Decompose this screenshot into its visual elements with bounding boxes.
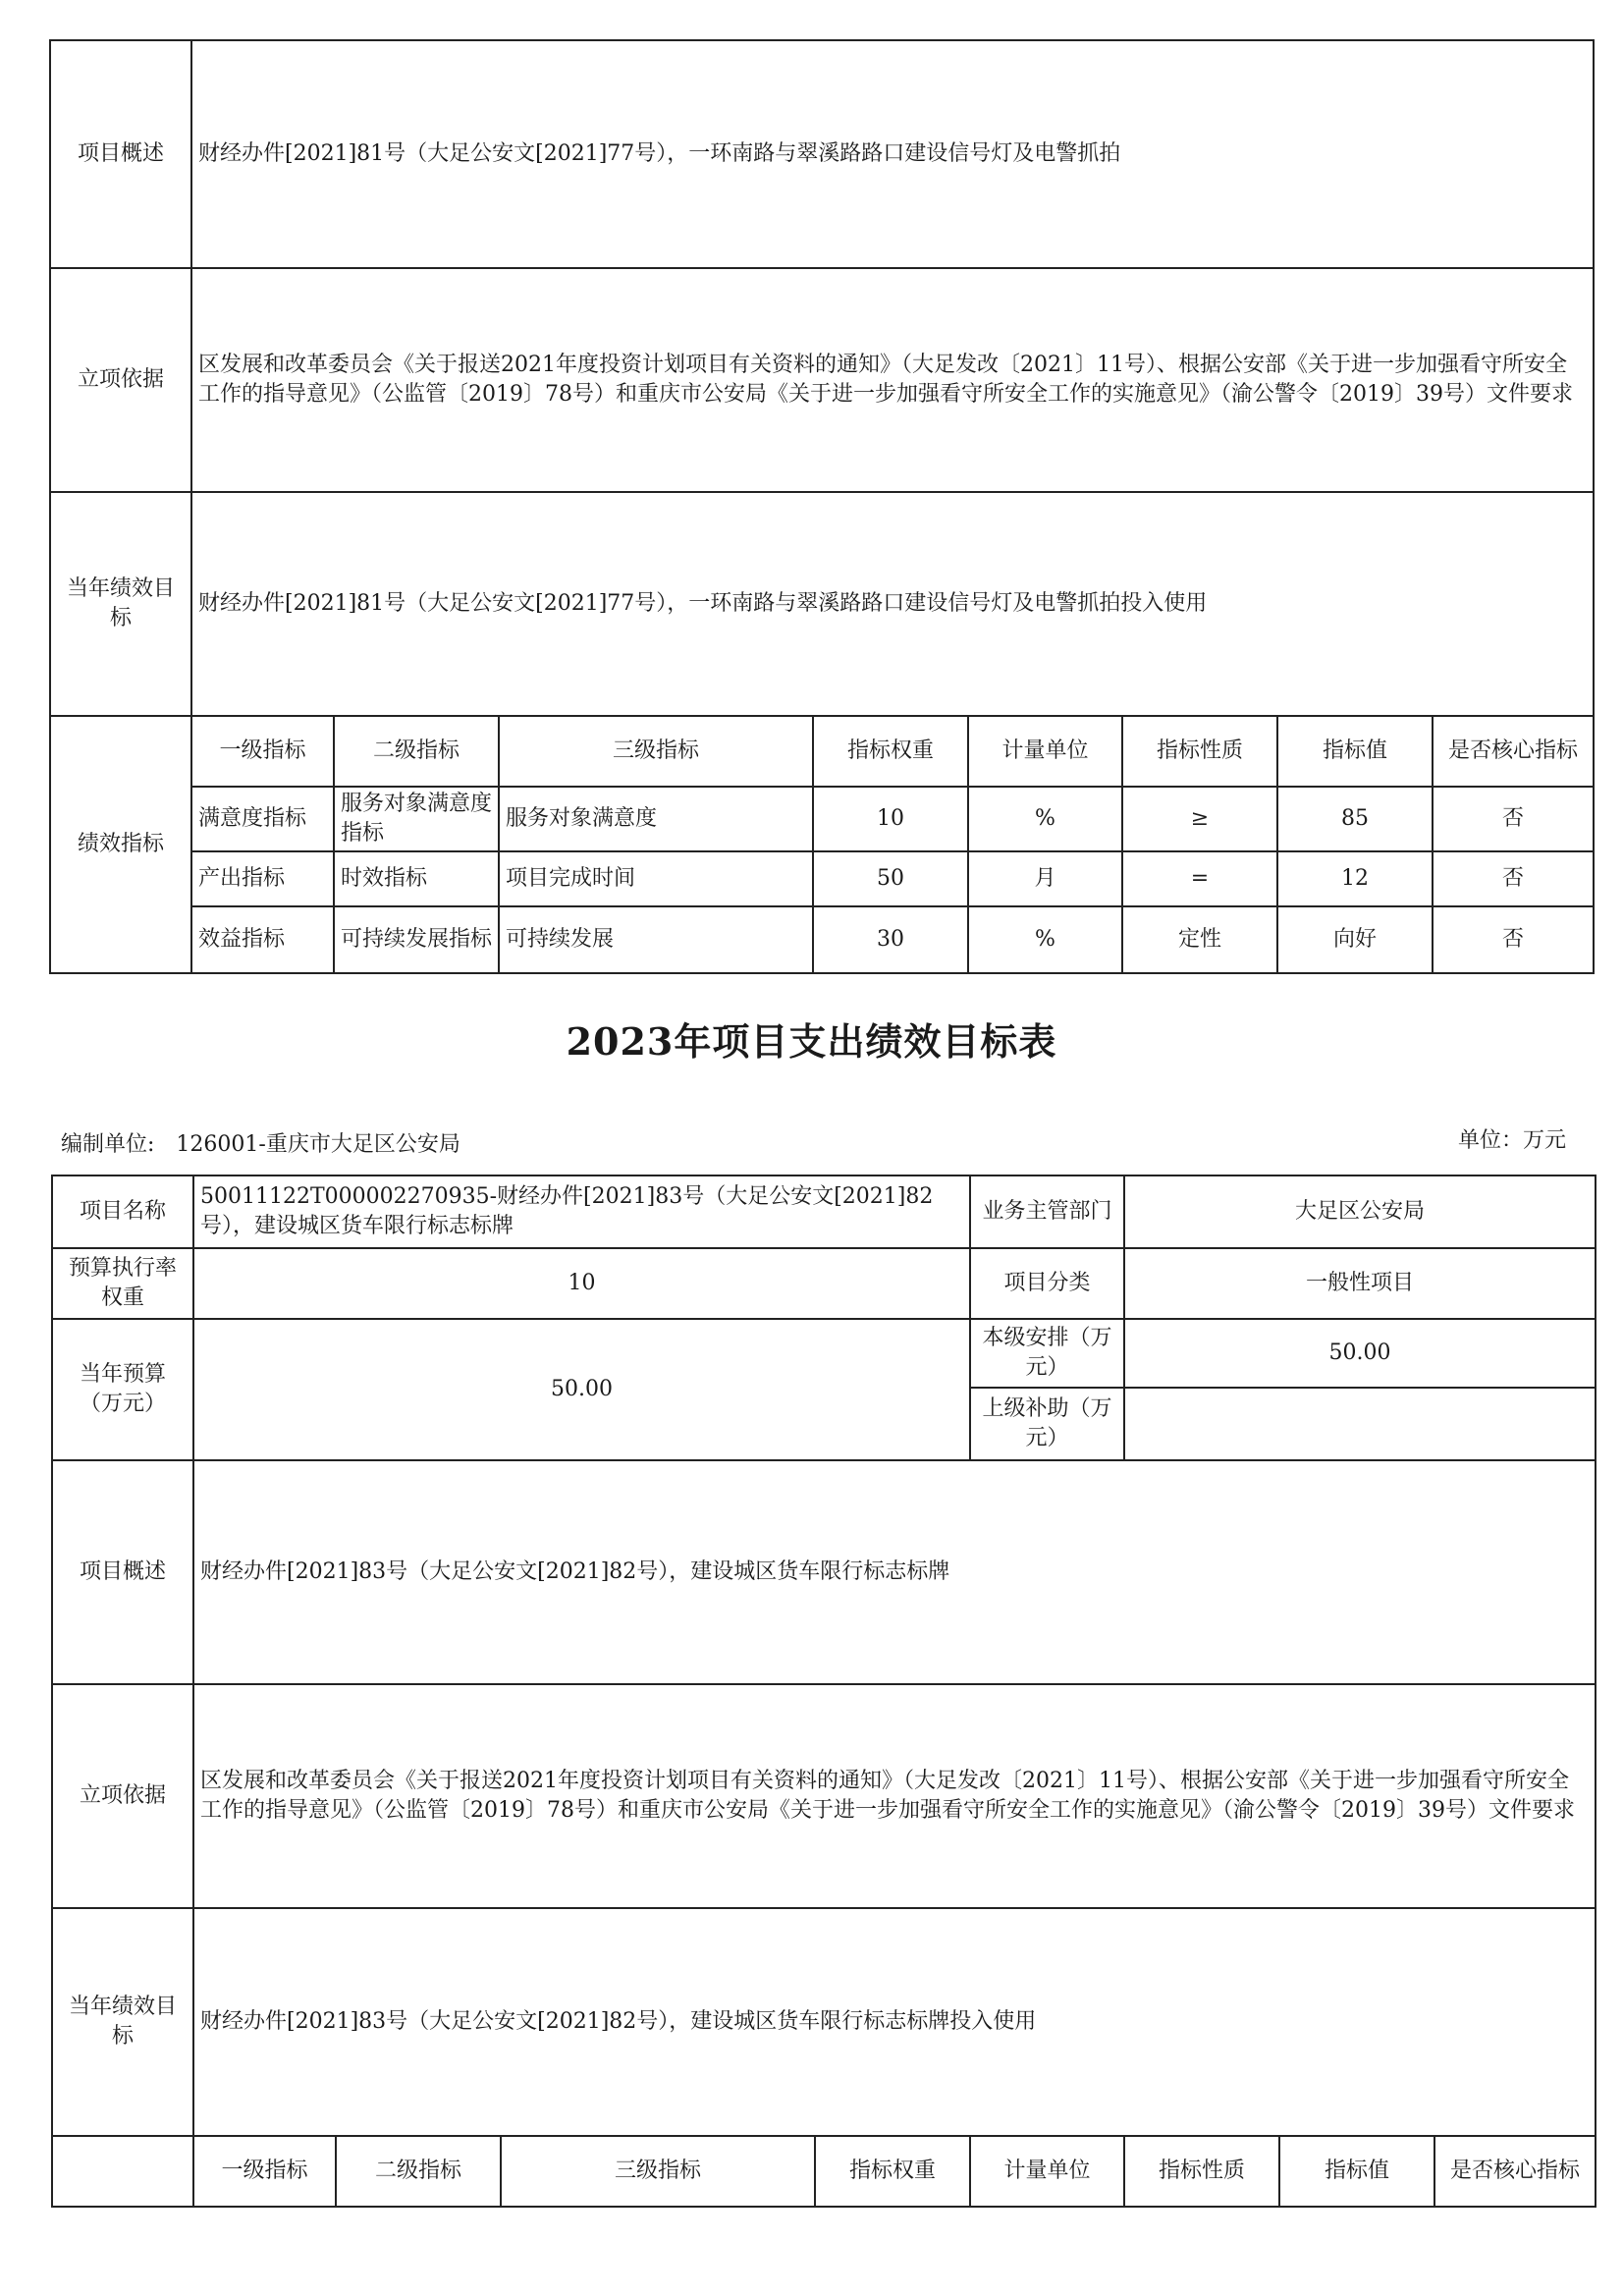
- row-unit: 月: [968, 851, 1122, 906]
- header-l3: 三级指标: [499, 716, 813, 787]
- budget-value: 50.00: [193, 1319, 970, 1460]
- overview-label: 项目概述: [50, 40, 191, 268]
- row-value: 85: [1277, 787, 1433, 851]
- goal-label: 当年绩效目标: [50, 492, 191, 716]
- basis-text: 区发展和改革委员会《关于报送2021年度投资计划项目有关资料的通知》（大足发改〔2021〕11号）、根据公安部《关于进一步加强看守所安全工作的指导意见》（公监管〔2019〕78号）和重庆市公安局《关于进一步加强看守所安全工作的实施意见》（渝公警令〔2019〕39号）文件要求: [193, 1684, 1596, 1908]
- project-table: [51, 1175, 1596, 2208]
- perf-label: 绩效指标: [50, 716, 191, 973]
- header-value: 指标值: [1277, 716, 1433, 787]
- header-value: 指标值: [1279, 2136, 1434, 2207]
- basis-label: 立项依据: [50, 268, 191, 492]
- row-l3: 可持续发展: [499, 906, 813, 973]
- header-core: 是否核心指标: [1433, 716, 1594, 787]
- header-unit: 计量单位: [968, 716, 1122, 787]
- header-l1: 一级指标: [191, 716, 334, 787]
- row-nature: 定性: [1122, 906, 1277, 973]
- overview-text: 财经办件[2021]81号（大足公安文[2021]77号），一环南路与翠溪路路口建设信号灯及电警抓拍: [191, 40, 1594, 268]
- perf-label-cell: [52, 2136, 193, 2207]
- name-value: 50011122T000002270935-财经办件[2021]83号（大足公安文[2021]82号），建设城区货车限行标志标牌: [193, 1175, 970, 1248]
- row-unit: %: [968, 906, 1122, 973]
- row-core: 否: [1433, 851, 1594, 906]
- header-weight: 指标权重: [815, 2136, 970, 2207]
- subsidy-label: 上级补助（万元）: [970, 1388, 1124, 1460]
- exec-label: 预算执行率权重: [52, 1248, 193, 1319]
- header-nature: 指标性质: [1122, 716, 1277, 787]
- header-l3: 三级指标: [501, 2136, 815, 2207]
- row-l2: 服务对象满意度指标: [334, 787, 499, 851]
- row-l3: 项目完成时间: [499, 851, 813, 906]
- subsidy-value: [1124, 1388, 1596, 1460]
- header-l2: 二级指标: [336, 2136, 501, 2207]
- dept-value: 大足区公安局: [1124, 1175, 1596, 1248]
- row-l1: 满意度指标: [191, 787, 334, 851]
- row-l3: 服务对象满意度: [499, 787, 813, 851]
- row-l1: 效益指标: [191, 906, 334, 973]
- row-value: 12: [1277, 851, 1433, 906]
- row-core: 否: [1433, 906, 1594, 973]
- category-value: 一般性项目: [1124, 1248, 1596, 1319]
- goal-text: 财经办件[2021]81号（大足公安文[2021]77号），一环南路与翠溪路路口建设信号灯及电警抓拍投入使用: [191, 492, 1594, 716]
- row-weight: 10: [813, 787, 968, 851]
- table-row: [50, 787, 1594, 851]
- row-l2: 可持续发展指标: [334, 906, 499, 973]
- dept-label: 业务主管部门: [970, 1175, 1124, 1248]
- row-l2: 时效指标: [334, 851, 499, 906]
- org-line: 编制单位: 126001-重庆市大足区公安局: [61, 1132, 460, 1157]
- header-l2: 二级指标: [334, 716, 499, 787]
- budget-label: 当年预算（万元）: [52, 1319, 193, 1460]
- header-core: 是否核心指标: [1434, 2136, 1596, 2207]
- row-l1: 产出指标: [191, 851, 334, 906]
- overview-label: 项目概述: [52, 1460, 193, 1684]
- table-row: [50, 906, 1594, 973]
- top-project-table: [49, 39, 1595, 974]
- row-nature: ≥: [1122, 787, 1277, 851]
- basis-text: 区发展和改革委员会《关于报送2021年度投资计划项目有关资料的通知》（大足发改〔2021〕11号）、根据公安部《关于进一步加强看守所安全工作的指导意见》（公监管〔2019〕78号）和重庆市公安局《关于进一步加强看守所安全工作的实施意见》（渝公警令〔2019〕39号）文件要求: [191, 268, 1594, 492]
- name-label: 项目名称: [52, 1175, 193, 1248]
- header-unit: 计量单位: [970, 2136, 1124, 2207]
- page-title: 2023年项目支出绩效目标表: [566, 1019, 1057, 1064]
- basis-label: 立项依据: [52, 1684, 193, 1908]
- overview-text: 财经办件[2021]83号（大足公安文[2021]82号），建设城区货车限行标志标牌: [193, 1460, 1596, 1684]
- category-label: 项目分类: [970, 1248, 1124, 1319]
- row-nature: =: [1122, 851, 1277, 906]
- row-weight: 30: [813, 906, 968, 973]
- local-label: 本级安排（万元）: [970, 1319, 1124, 1388]
- unit-line: 单位：万元: [1457, 1128, 1566, 1153]
- header-weight: 指标权重: [813, 716, 968, 787]
- row-weight: 50: [813, 851, 968, 906]
- local-value: 50.00: [1124, 1319, 1596, 1388]
- row-core: 否: [1433, 787, 1594, 851]
- table-row: [50, 851, 1594, 906]
- header-l1: 一级指标: [193, 2136, 336, 2207]
- row-unit: %: [968, 787, 1122, 851]
- goal-text: 财经办件[2021]83号（大足公安文[2021]82号），建设城区货车限行标志标牌投入使用: [193, 1908, 1596, 2136]
- row-value: 向好: [1277, 906, 1433, 973]
- header-nature: 指标性质: [1124, 2136, 1279, 2207]
- goal-label: 当年绩效目标: [52, 1908, 193, 2136]
- exec-value: 10: [193, 1248, 970, 1319]
